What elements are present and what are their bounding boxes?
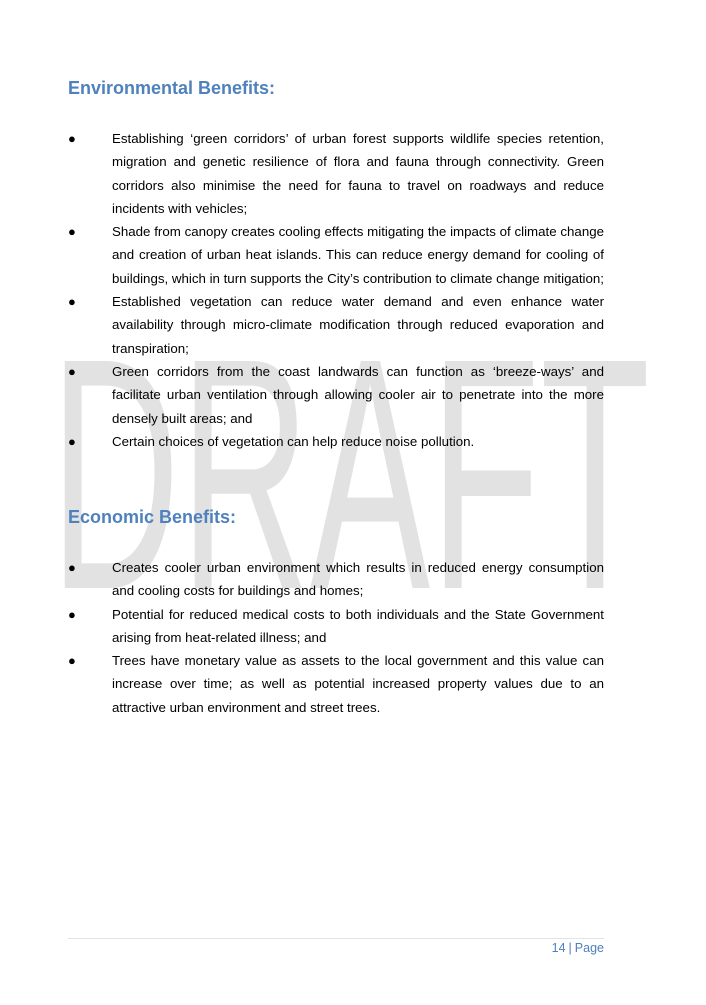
list-item xyxy=(68,220,604,290)
list-item xyxy=(68,430,604,453)
list-item-text: Creates cooler urban environment which results in reduced energy consumption and cooling costs for buildings and homes; xyxy=(112,560,604,599)
environmental-benefits-heading: Environmental Benefits: xyxy=(68,78,276,98)
list-item xyxy=(68,556,604,603)
economic-benefits-heading: Economic Benefits: xyxy=(68,507,237,527)
page-label: Page xyxy=(574,941,604,955)
bullet-icon: ● xyxy=(68,294,76,310)
bullet-icon: ● xyxy=(68,433,76,449)
bullet-icon: ● xyxy=(68,560,76,575)
environmental-benefits-list xyxy=(68,127,604,453)
bullet-icon: ● xyxy=(68,363,76,379)
bullet-icon: ● xyxy=(68,224,76,240)
list-item-text: Establishing ‘green corridors’ of urban forest supports wildlife species retention, migration and genetic resilience of flora and fauna through connectivity. Green corridors also minimise the need for fauna to travel on roadways and reduce incidents with vehicles; xyxy=(112,131,604,216)
list-item xyxy=(68,649,604,719)
bullet-icon: ● xyxy=(68,131,76,146)
list-item-text: Green corridors from the coast landwards can function as ‘breeze-ways’ and facilitate urban ventilation through allowing cooler air to penetrate into the more densely built areas; and xyxy=(112,363,604,426)
list-item xyxy=(68,603,604,650)
list-item-text: Shade from canopy creates cooling effects mitigating the impacts of climate change and creation of urban heat islands. This can reduce energy demand for cooling of buildings, which in turn supports the City’s contribution to climate change mitigation; xyxy=(112,224,604,286)
list-item xyxy=(68,360,604,430)
list-item-text: Established vegetation can reduce water demand and even enhance water availability through micro-climate modification through reduced evaporation and transpiration; xyxy=(112,294,604,356)
footer-divider xyxy=(68,938,604,939)
list-item xyxy=(68,127,604,220)
bullet-icon: ● xyxy=(68,653,76,669)
economic-benefits-list xyxy=(68,556,604,719)
page-number: 14 xyxy=(551,941,566,955)
page-footer xyxy=(552,941,604,955)
bullet-icon: ● xyxy=(68,606,76,622)
list-item-text: Certain choices of vegetation can help reduce noise pollution. xyxy=(112,433,475,449)
list-item xyxy=(68,290,604,360)
list-item-text: Trees have monetary value as assets to the local government and this value can increase over time; as well as potential increased property values due to an attractive urban environment and street trees. xyxy=(112,653,604,715)
footer-separator: | xyxy=(568,941,572,955)
list-item-text: Potential for reduced medical costs to both individuals and the State Government arising from heat-related illness; and xyxy=(112,606,604,645)
draft-watermark-text: DRAFT xyxy=(50,318,650,608)
